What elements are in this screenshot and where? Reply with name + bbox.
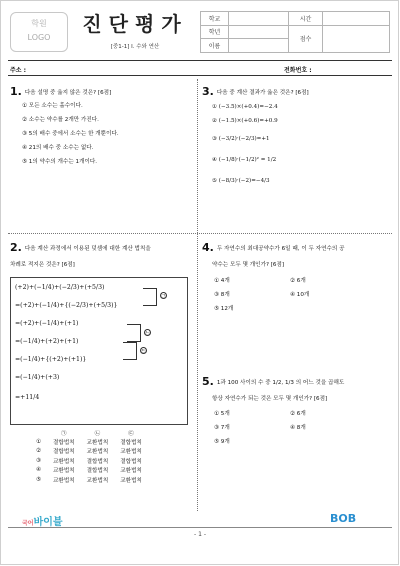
- table-cell: ㉡: [94, 430, 101, 437]
- option-mark: ⑤: [22, 159, 28, 165]
- table-cell: 교환법칙: [53, 458, 75, 465]
- table-cell: ㉠: [61, 430, 67, 437]
- address-label: 주소 :: [10, 67, 27, 74]
- column-divider: [197, 79, 198, 511]
- table-cell: 교환법칙: [120, 468, 142, 475]
- option-text: 5의 배수 중에서 소수는 한 개뿐이다.: [28, 131, 119, 137]
- option-mark: ⑤: [214, 439, 220, 445]
- table-cell: 결합법칙: [120, 458, 142, 465]
- logo-line1: 학원: [31, 19, 47, 28]
- table-cell: ⑤: [36, 476, 42, 483]
- q5-option-2[interactable]: [290, 410, 306, 419]
- question-text: 다음 설명 중 옳지 않은 것은? [6점]: [24, 90, 112, 96]
- table-cell: 교환법칙: [120, 477, 142, 484]
- question-2: [10, 243, 151, 254]
- table-cell: 결합법칙: [120, 440, 142, 447]
- option-text: 9개: [220, 439, 230, 445]
- question-text: 다음 중 계산 결과가 옳은 것은? [6점]: [216, 90, 309, 96]
- option-mark: ⑤: [212, 178, 218, 184]
- question-5: [202, 377, 344, 388]
- option-mark: ①: [22, 103, 28, 109]
- question-number: 3.: [202, 85, 214, 98]
- q3-option-1[interactable]: [212, 103, 278, 112]
- q4-option-3[interactable]: [214, 291, 230, 300]
- calc-line-3: =(+2)+(−1/4)+(+1): [15, 320, 79, 327]
- option-text: 5개: [220, 411, 230, 417]
- table-cell: ①: [36, 439, 42, 446]
- question-5-line2: 항상 자연수가 되는 것은 모두 몇 개인가? [6점]: [212, 396, 328, 402]
- option-text: 10개: [296, 292, 310, 298]
- option-mark: ①: [212, 104, 218, 110]
- table-header-row: [30, 428, 148, 437]
- table-cell: 결합법칙: [86, 468, 109, 475]
- name-label: 이름: [201, 39, 229, 53]
- calc-line-4: =(−1/4)+(+2)+(+1): [15, 338, 79, 345]
- phone-label: 전화번호 :: [284, 67, 312, 74]
- question-text-line1: 다음 계산 과정에서 이용된 덧셈에 대한 계산 법칙을: [24, 246, 151, 252]
- option-mark: ③: [214, 292, 220, 298]
- time-field[interactable]: [323, 12, 390, 26]
- question-text-line1: 1과 100 사이의 수 중 1/2, 1/3 의 어느 것을 곱해도: [216, 380, 345, 386]
- title-box: [76, 12, 194, 52]
- question-number: 4.: [202, 241, 214, 254]
- option-mark: ②: [290, 411, 296, 417]
- table-cell: 교환법칙: [86, 449, 109, 456]
- option-mark: ②: [290, 278, 296, 284]
- q5-option-5[interactable]: [214, 438, 230, 447]
- question-3: [202, 87, 309, 98]
- question-2-line2: 차례로 적지은 것은? [6점]: [10, 262, 75, 268]
- school-field[interactable]: [229, 12, 289, 26]
- bracket-c: [123, 342, 137, 360]
- calc-line-6: =(−1/4)+(+3): [15, 374, 60, 381]
- student-info-table: [200, 11, 390, 53]
- publisher-logo-right: BOB: [330, 512, 357, 525]
- option-mark: ④: [212, 157, 218, 163]
- table-cell: ③: [36, 457, 42, 464]
- table-row[interactable]: [30, 437, 148, 446]
- option-mark: ③: [212, 136, 218, 142]
- table-cell: [30, 428, 47, 437]
- option-text: (−3.5)×(+0.4)=−2.4: [218, 104, 278, 110]
- school-label: 학교: [201, 12, 229, 26]
- grade-label: 학년: [201, 25, 229, 39]
- table-cell: 교환법칙: [53, 477, 75, 484]
- time-label: 시간: [289, 12, 323, 26]
- option-mark: ②: [212, 118, 218, 124]
- grade-field[interactable]: [229, 25, 289, 39]
- q3-option-3[interactable]: [212, 135, 270, 144]
- law-choice-table: [30, 428, 148, 484]
- question-4: [202, 243, 344, 254]
- q4-option-1[interactable]: [214, 277, 230, 286]
- logo-line2: LOGO: [27, 33, 51, 42]
- option-text: 8개: [296, 425, 306, 431]
- q1-option-3[interactable]: [22, 130, 119, 139]
- row-divider: [8, 233, 392, 234]
- option-text: 소수는 약수를 2개만 가진다.: [28, 117, 99, 123]
- q1-option-5[interactable]: [22, 158, 97, 167]
- name-field[interactable]: [229, 39, 289, 53]
- question-number: 1.: [10, 85, 22, 98]
- question-number: 2.: [10, 241, 22, 254]
- option-text: 8개: [220, 292, 230, 298]
- table-row[interactable]: [30, 447, 148, 456]
- table-cell: 결합법칙: [86, 458, 109, 465]
- option-mark: ④: [290, 425, 296, 431]
- question-text-line1: 두 자연수의 최대공약수가 6일 때, 이 두 자연수의 공: [216, 246, 345, 252]
- logo-small-text: 국어: [22, 520, 34, 527]
- q4-option-4[interactable]: [290, 291, 309, 300]
- table-cell: 결합법칙: [53, 449, 75, 456]
- table-cell: ④: [36, 467, 42, 474]
- q1-option-4[interactable]: [22, 144, 93, 153]
- option-text: 12개: [220, 306, 234, 312]
- option-mark: ②: [22, 117, 28, 123]
- academy-logo-box: [10, 12, 68, 52]
- q1-option-1[interactable]: [22, 102, 83, 111]
- option-text: (−3/2)·(−2/3)=+1: [218, 136, 270, 142]
- option-mark: ③: [22, 131, 28, 137]
- option-text: (−1/8)·(−1/2)² = 1/2: [218, 157, 277, 163]
- table-cell: 교환법칙: [86, 440, 109, 447]
- publisher-logo-left: [22, 513, 63, 528]
- mark-a: ㉠: [161, 293, 167, 299]
- table-row[interactable]: [30, 475, 148, 484]
- q3-option-2[interactable]: [212, 117, 278, 126]
- option-text: 6개: [296, 411, 306, 417]
- question-number: 5.: [202, 375, 214, 388]
- table-row[interactable]: [30, 456, 148, 465]
- q3-option-4[interactable]: [212, 156, 276, 165]
- footer-rule: [8, 527, 392, 528]
- table-cell: 교환법칙: [53, 468, 75, 475]
- q3-option-5[interactable]: [212, 177, 270, 186]
- q5-option-4[interactable]: [290, 424, 306, 433]
- header-rule-2: [8, 75, 392, 76]
- score-field[interactable]: [323, 25, 390, 52]
- option-text: 7개: [220, 425, 230, 431]
- mark-b: ㉡: [145, 330, 151, 336]
- table-row[interactable]: [30, 466, 148, 475]
- option-mark: ④: [290, 292, 296, 298]
- logo-text: 바이블: [33, 517, 63, 528]
- option-mark: ④: [22, 145, 28, 151]
- option-text: (−8/3)·(−2)=−4/3: [218, 178, 270, 184]
- calc-line-1: (+2)+(−1/4)+(−2/3)+(+5/3): [15, 284, 105, 291]
- q5-option-1[interactable]: [214, 410, 230, 419]
- page-number: - 1 -: [194, 531, 206, 538]
- q4-option-2[interactable]: [290, 277, 306, 286]
- table-cell: ㉢: [128, 430, 134, 437]
- q1-option-2[interactable]: [22, 116, 99, 125]
- table-cell: 교환법칙: [120, 449, 142, 456]
- table-cell: ②: [36, 448, 42, 455]
- option-mark: ⑤: [214, 306, 220, 312]
- exam-subtitle: [중1-1] Ⅰ. 수와 연산: [110, 44, 160, 50]
- option-text: 모든 소수는 홀수이다.: [28, 103, 83, 109]
- bracket-b: [127, 324, 141, 342]
- calc-line-7: =+11/4: [15, 394, 40, 401]
- score-label: 점수: [289, 25, 323, 52]
- header-rule: [8, 60, 392, 61]
- table-cell: 결합법칙: [53, 440, 75, 447]
- q4-option-5[interactable]: [214, 305, 233, 314]
- option-text: 6개: [296, 278, 306, 284]
- question-1: [10, 87, 111, 98]
- q5-option-3[interactable]: [214, 424, 230, 433]
- exam-title: 진단평가: [82, 12, 188, 36]
- option-text: 1의 약수의 개수는 1개이다.: [28, 159, 98, 165]
- option-text: (−1.5)×(+0.6)=+0.9: [218, 118, 278, 124]
- option-mark: ①: [214, 411, 220, 417]
- calculation-box: [10, 277, 188, 425]
- option-text: 21의 배수 중 소수는 없다.: [28, 145, 94, 151]
- calc-line-5: =(−1/4)+{(+2)+(+1)}: [15, 356, 87, 363]
- option-mark: ①: [214, 278, 220, 284]
- option-text: 4개: [220, 278, 230, 284]
- bracket-a: [143, 288, 157, 306]
- option-mark: ③: [214, 425, 220, 431]
- mark-c: ㉢: [141, 348, 147, 354]
- calc-line-2: =(+2)+(−1/4)+{(−2/3)+(+5/3)}: [15, 302, 118, 309]
- table-cell: 교환법칙: [86, 477, 109, 484]
- question-4-line2: 약수는 모두 몇 개인가? [6점]: [212, 262, 285, 268]
